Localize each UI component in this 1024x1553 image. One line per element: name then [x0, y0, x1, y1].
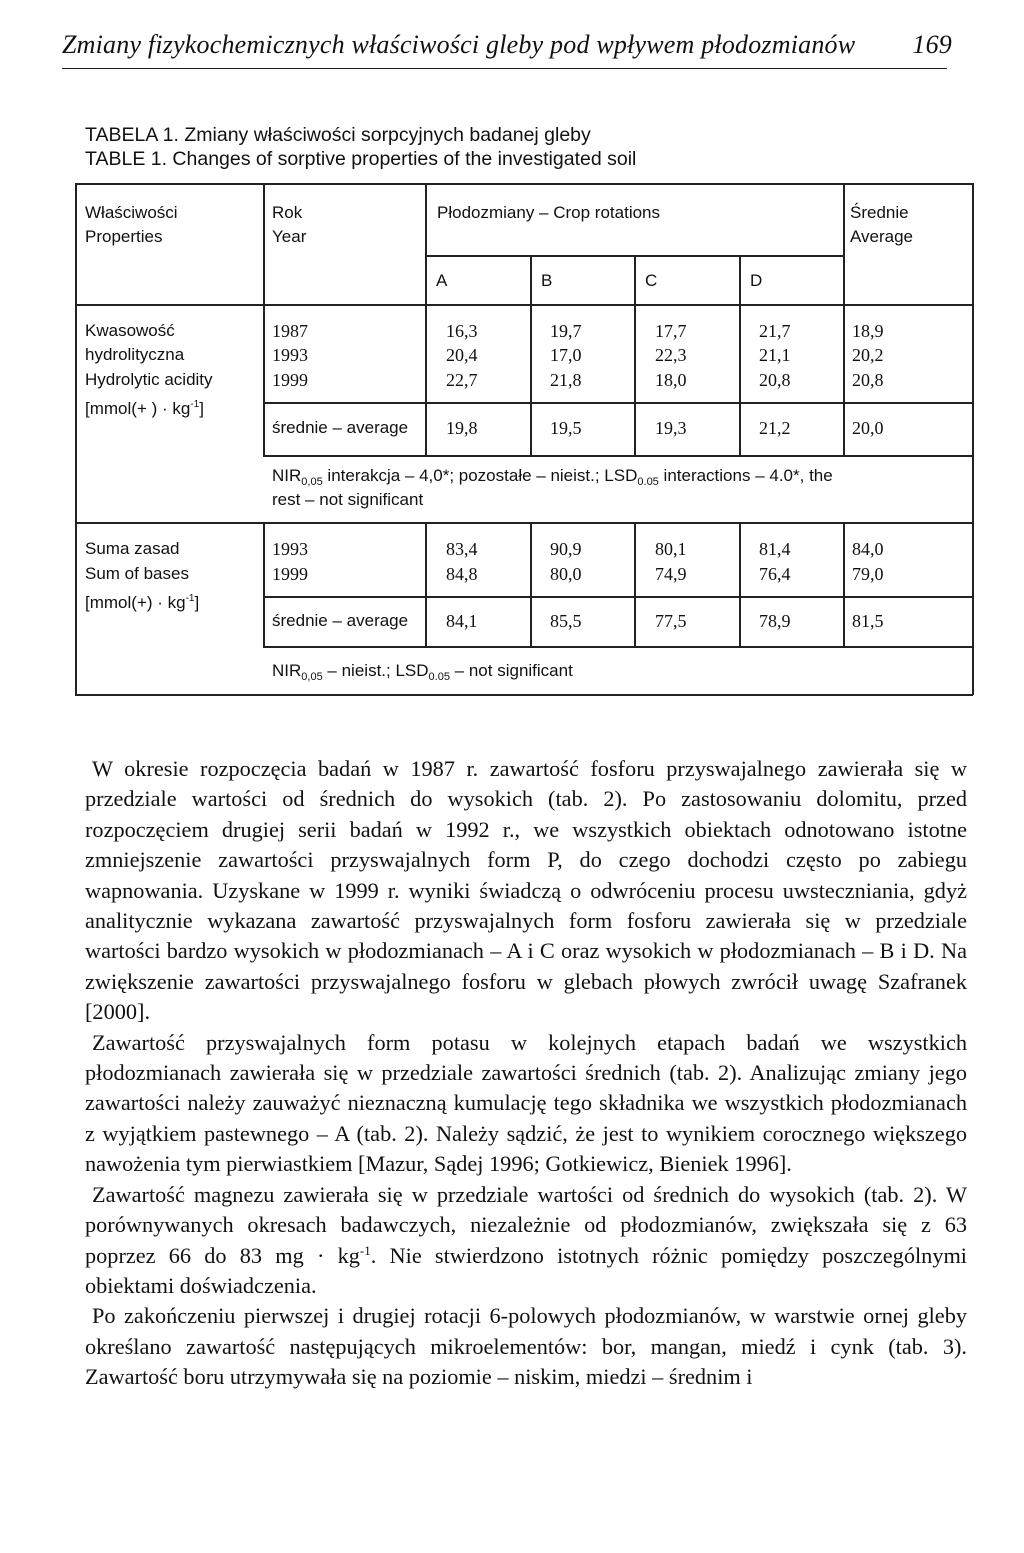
value-cell: 17,7 [655, 321, 687, 341]
header-property-pl: Właściwości [85, 203, 178, 222]
header-year-pl: Rok [272, 203, 303, 222]
paragraph-text: . Nie stwierdzono istotnych różnic pomiędzy poszczególnymi obiektami doświadczenia. [85, 1242, 968, 1298]
mean-label: średnie – average [272, 611, 409, 630]
value-cell: 21,7 [759, 321, 791, 341]
paragraph: Zawartość przyswajalnych form potasu w kolejnych etapach badań we wszystkich płodozmianach zawierała się w przedziale zawartości średnich (tab. 2). Analizując zmiany jego zawartości należy zauważyć nieznaczną kumulację tego składnika we wszystkich płodozmianach z wyjątkiem pastewnego – A (tab. 2). Należy sądzić, że jest to wynikiem corocznego większego nawożenia tym pierwiastkiem [Mazur, Sądej 1996; Gotkiewicz, Bieniek 1996]. [85, 1029, 967, 1177]
value-cell: 16,3 [446, 321, 478, 341]
header-average-en: Average [850, 227, 914, 246]
value-cell: 17,0 [550, 345, 582, 365]
row-rule-section2 [75, 522, 973, 524]
mean-cell: 78,9 [759, 611, 791, 631]
value-cell: 22,7 [446, 370, 478, 390]
data-table [0, 0, 1024, 760]
year-cell: 1993 [272, 345, 308, 365]
row-rule-header [75, 304, 973, 306]
paragraph-text: Zawartość magnezu zawierała się w przedziale wartości od średnich do wysokich (tab. 2). W porównywanych okresach badawczych, niezależnie od płodozmianów, zwiększała się z 63 poprzez 66 do 83 mg · kg [85, 1181, 967, 1268]
value-cell: 20,8 [759, 370, 791, 390]
value-cell: 18,9 [852, 321, 884, 341]
nir-sub: 0,05 [301, 671, 323, 683]
table-caption-en: TABLE 1. Changes of sorptive properties of the investigated soil [85, 148, 637, 170]
mean-cell: 21,2 [759, 418, 791, 438]
header-year-en: Year [272, 227, 307, 246]
value-cell: 20,8 [852, 370, 884, 390]
mean-cell: 20,0 [852, 418, 884, 438]
section2-label: Suma zasad [85, 539, 180, 558]
col-rule-c [634, 522, 636, 646]
nir-symbol: NIR [272, 661, 302, 680]
header-property-en: Properties [85, 227, 163, 246]
unit-sup: -1 [185, 593, 195, 604]
col-rule-avg [843, 522, 845, 646]
value-cell: 83,4 [446, 539, 478, 559]
section1-label: hydrolityczna [85, 345, 185, 364]
col-rule-b [530, 255, 532, 455]
year-cell: 1993 [272, 539, 308, 559]
nir-sub: 0,05 [301, 476, 323, 488]
table-border-left [75, 183, 77, 695]
page-number: 169 [912, 30, 952, 59]
value-cell: 84,0 [852, 539, 884, 559]
value-cell: 79,0 [852, 564, 884, 584]
value-cell: 76,4 [759, 564, 791, 584]
table-border-top [75, 183, 973, 185]
running-title: Zmiany fizykochemicznych właściwości gleby pod wpływem płodozmianów [62, 30, 856, 59]
mean-cell: 19,8 [446, 418, 478, 438]
nir-text: – nieist.; LSD [322, 661, 429, 680]
nir-text: interactions – 4.0*, the [658, 466, 833, 485]
value-cell: 20,4 [446, 345, 478, 365]
header-rotation-c: C [645, 271, 658, 290]
unit-suffix: ] [194, 593, 200, 612]
col-rule-a [425, 522, 427, 646]
row-rule-mean2 [263, 596, 973, 598]
unit-prefix: [mmol(+) · kg [85, 593, 186, 612]
value-cell: 84,8 [446, 564, 478, 584]
unit-prefix: [mmol(+ ) · kg [85, 399, 191, 418]
value-cell: 80,0 [550, 564, 582, 584]
body-text [85, 754, 967, 1393]
section1-label: Hydrolytic acidity [85, 370, 213, 389]
year-cell: 1999 [272, 564, 308, 584]
col-rule-d [739, 255, 741, 455]
table-caption-pl: TABELA 1. Zmiany właściwości sorpcyjnych badanej gleby [85, 124, 591, 146]
mean-cell: 19,5 [550, 418, 582, 438]
col-rule-b [530, 522, 532, 646]
mean-cell: 85,5 [550, 611, 582, 631]
row-rule-sub-header [425, 255, 844, 257]
row-rule-mean1 [263, 402, 973, 404]
col-rule-d [739, 522, 741, 646]
header-rotation-d: D [750, 271, 763, 290]
col-rule-year [263, 183, 265, 455]
mean-cell: 19,3 [655, 418, 687, 438]
nir-text: interakcja – 4,0*; pozostałe – nieist.; LSD [322, 466, 638, 485]
header-rotation-b: B [541, 271, 553, 290]
row-rule-nir1 [263, 455, 973, 457]
value-cell: 81,4 [759, 539, 791, 559]
section2-label: Sum of bases [85, 564, 189, 583]
value-cell: 19,7 [550, 321, 582, 341]
unit-sup: -1 [190, 399, 200, 410]
section1-unit [85, 393, 204, 421]
section1-label: Kwasowość [85, 321, 175, 340]
table-border-bottom [75, 694, 973, 696]
col-rule-c [634, 255, 636, 455]
mean-cell: 77,5 [655, 611, 687, 631]
unit-suffix: ] [199, 399, 204, 418]
header-average-pl: Średnie [850, 203, 909, 222]
nir-text: – not significant [449, 661, 573, 680]
value-cell: 18,0 [655, 370, 687, 390]
lsd-sub: 0.05 [428, 671, 450, 683]
value-cell: 21,8 [550, 370, 582, 390]
nir-note-1-line2: rest – not significant [272, 490, 424, 509]
header-rotations: Płodozmiany – Crop rotations [437, 203, 661, 222]
col-rule-avg [843, 183, 845, 455]
paragraph [85, 1180, 967, 1302]
value-cell: 21,1 [759, 345, 791, 365]
section2-unit [85, 587, 199, 615]
value-cell: 90,9 [550, 539, 582, 559]
nir-note-2 [272, 659, 573, 689]
value-cell: 80,1 [655, 539, 687, 559]
nir-symbol: NIR [272, 466, 302, 485]
mean-cell: 84,1 [446, 611, 478, 631]
row-rule-nir2 [263, 646, 973, 648]
unit-sup: -1 [359, 1242, 371, 1258]
paragraph: W okresie rozpoczęcia badań w 1987 r. zawartość fosforu przyswajalnego zawierała się w przedziale wartości od średnich do wysokich (tab. 2). Po zastosowaniu dolomitu, przed rozpoczęciem drugiej serii badań w 1992 r., we wszystkich obiektach odnotowano istotne zmniejszenie zawartości przyswajalnych form P, do czego dochodzi często po zabiegu wapnowania. Uzyskane w 1999 r. wyniki świadczą o odwróceniu procesu uwsteczniania, gdyż analitycznie wykazana zawartość przyswajalnych form fosforu zawierała się w przedziale wartości bardzo wysokich w płodozmianach – A i C oraz wysokich w płodozmianach – B i D. Na zwiększenie zawartości przyswajalnego fosforu w glebach płowych zwrócił uwagę Szafranek [2000]. [85, 756, 967, 1025]
value-cell: 74,9 [655, 564, 687, 584]
col-rule-a [425, 183, 427, 455]
table-border-right [972, 183, 974, 695]
header-rotation-a: A [436, 271, 448, 290]
lsd-sub: 0.05 [637, 476, 659, 488]
mean-label: średnie – average [272, 418, 409, 437]
paragraph: Po zakończeniu pierwszej i drugiej rotacji 6-polowych płodozmianów, w warstwie ornej gleby określano zawartość następujących mikroelementów: bor, mangan, miedź i cynk (tab. 3). Zawartość boru utrzymywała się na poziomie – niskim, miedzi – średnim i [85, 1303, 967, 1390]
value-cell: 22,3 [655, 345, 687, 365]
year-cell: 1999 [272, 370, 308, 390]
col-rule-year [263, 522, 265, 646]
value-cell: 20,2 [852, 345, 884, 365]
mean-cell: 81,5 [852, 611, 884, 631]
year-cell: 1987 [272, 321, 308, 341]
